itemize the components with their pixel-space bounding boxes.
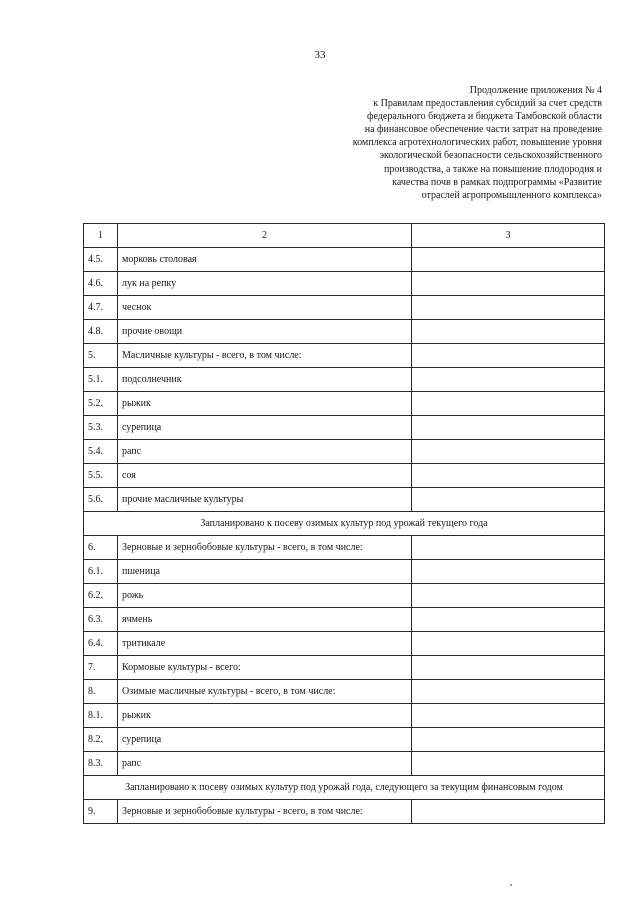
table-row xyxy=(84,488,605,512)
value-cell xyxy=(412,344,605,368)
crop-name: пшеница xyxy=(118,560,412,584)
crop-name: Зерновые и зернобобовые культуры - всего, в том числе: xyxy=(118,536,412,560)
column-header: 3 xyxy=(412,224,605,248)
row-number: 8. xyxy=(84,680,118,704)
value-cell xyxy=(412,296,605,320)
row-number: 6.1. xyxy=(84,560,118,584)
value-cell xyxy=(412,656,605,680)
row-number: 4.5. xyxy=(84,248,118,272)
value-cell xyxy=(412,560,605,584)
header-line: на финансовое обеспечение части затрат на проведение xyxy=(364,124,602,136)
value-cell xyxy=(412,800,605,824)
value-cell xyxy=(412,728,605,752)
value-cell xyxy=(412,320,605,344)
table-row xyxy=(84,728,605,752)
row-number: 4.6. xyxy=(84,272,118,296)
value-cell xyxy=(412,680,605,704)
table-row xyxy=(84,800,605,824)
crop-name: прочие масличные культуры xyxy=(118,488,412,512)
row-number: 5. xyxy=(84,344,118,368)
header-line: комплекса агротехнологических работ, повышение уровня xyxy=(352,137,602,149)
table-row xyxy=(84,392,605,416)
row-number: 5.5. xyxy=(84,464,118,488)
row-number: 8.2. xyxy=(84,728,118,752)
crop-name: рыжик xyxy=(118,704,412,728)
crop-name: сурепица xyxy=(118,416,412,440)
crops-table xyxy=(83,223,605,824)
row-number: 5.4. xyxy=(84,440,118,464)
row-number: 6.2. xyxy=(84,584,118,608)
table-row xyxy=(84,632,605,656)
row-number: 5.6. xyxy=(84,488,118,512)
table-row xyxy=(84,416,605,440)
row-number: 4.8. xyxy=(84,320,118,344)
value-cell xyxy=(412,392,605,416)
value-cell xyxy=(412,536,605,560)
crop-name: подсолнечник xyxy=(118,368,412,392)
table-row xyxy=(84,248,605,272)
table-row xyxy=(84,296,605,320)
crop-name: сурепица xyxy=(118,728,412,752)
row-number: 5.1. xyxy=(84,368,118,392)
scan-speck xyxy=(510,884,512,886)
crop-name: ячмень xyxy=(118,608,412,632)
table-row xyxy=(84,584,605,608)
table-row xyxy=(84,680,605,704)
crop-name: рыжик xyxy=(118,392,412,416)
crop-name: соя xyxy=(118,464,412,488)
table-row xyxy=(84,536,605,560)
crop-name: Кормовые культуры - всего: xyxy=(118,656,412,680)
section-title: Запланировано к посеву озимых культур под урожай текущего года xyxy=(84,512,605,536)
value-cell xyxy=(412,416,605,440)
header-line: к Правилам предоставления субсидий за счет средств xyxy=(373,98,602,110)
table-row xyxy=(84,656,605,680)
value-cell xyxy=(412,440,605,464)
crop-name: лук на репку xyxy=(118,272,412,296)
crop-name: рапс xyxy=(118,752,412,776)
header-line: федерального бюджета и бюджета Тамбовской области xyxy=(367,111,602,123)
appendix-header xyxy=(250,84,602,202)
value-cell xyxy=(412,488,605,512)
header-line: отраслей агропромышленного комплекса» xyxy=(421,189,602,201)
value-cell xyxy=(412,248,605,272)
crop-name: рапс xyxy=(118,440,412,464)
row-number: 6.4. xyxy=(84,632,118,656)
table-row xyxy=(84,320,605,344)
row-number: 4.7. xyxy=(84,296,118,320)
crop-name: Зерновые и зернобобовые культуры - всего, в том числе: xyxy=(118,800,412,824)
row-number: 6. xyxy=(84,536,118,560)
crop-name: чеснок xyxy=(118,296,412,320)
value-cell xyxy=(412,368,605,392)
table-row xyxy=(84,608,605,632)
header-line: производства, а также на повышение плодородия и xyxy=(384,163,602,175)
header-line: экологической безопасности сельскохозяйственного xyxy=(379,150,602,162)
value-cell xyxy=(412,272,605,296)
table-row xyxy=(84,344,605,368)
table-row xyxy=(84,560,605,584)
header-line: качества почв в рамках подпрограммы «Развитие xyxy=(392,176,602,188)
value-cell xyxy=(412,464,605,488)
row-number: 9. xyxy=(84,800,118,824)
page-number: 33 xyxy=(314,49,326,61)
crop-name: рожь xyxy=(118,584,412,608)
crop-name: Масличные культуры - всего, в том числе: xyxy=(118,344,412,368)
value-cell xyxy=(412,632,605,656)
table-row xyxy=(84,272,605,296)
table-row xyxy=(84,464,605,488)
value-cell xyxy=(412,752,605,776)
crop-name: Озимые масличные культуры - всего, в том числе: xyxy=(118,680,412,704)
section-title: Запланировано к посеву озимых культур под урожай года, следующего за текущим финансовым годом xyxy=(84,776,605,800)
row-number: 8.3. xyxy=(84,752,118,776)
value-cell xyxy=(412,584,605,608)
section-row xyxy=(84,512,605,536)
row-number: 5.3. xyxy=(84,416,118,440)
table-row xyxy=(84,368,605,392)
row-number: 8.1. xyxy=(84,704,118,728)
section-row xyxy=(84,776,605,800)
value-cell xyxy=(412,704,605,728)
header-line: Продолжение приложения № 4 xyxy=(469,85,602,96)
crop-name: тритикале xyxy=(118,632,412,656)
table-row xyxy=(84,752,605,776)
value-cell xyxy=(412,608,605,632)
crop-name: морковь столовая xyxy=(118,248,412,272)
crop-name: прочие овощи xyxy=(118,320,412,344)
column-header: 2 xyxy=(118,224,412,248)
table-header-row xyxy=(84,224,605,248)
table-row xyxy=(84,440,605,464)
row-number: 6.3. xyxy=(84,608,118,632)
column-header: 1 xyxy=(84,224,118,248)
row-number: 5.2. xyxy=(84,392,118,416)
row-number: 7. xyxy=(84,656,118,680)
table-row xyxy=(84,704,605,728)
